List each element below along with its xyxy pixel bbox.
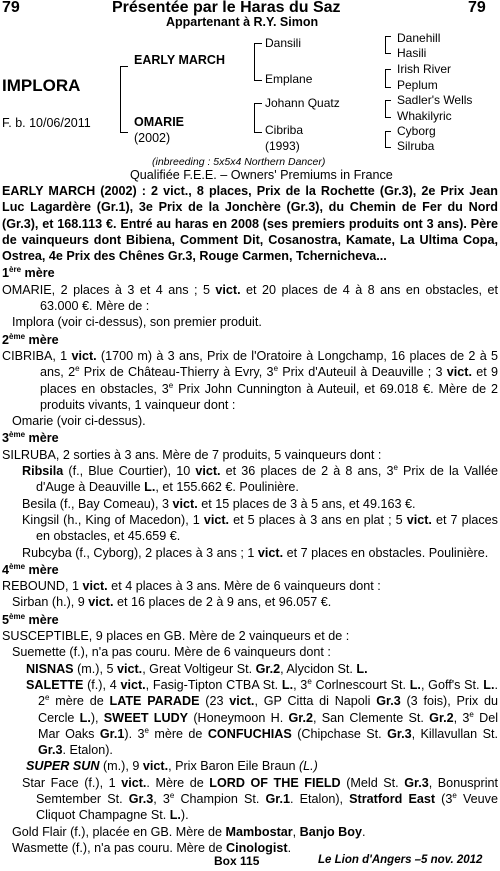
dam-dam: Cibriba	[265, 123, 304, 137]
sire-dam: Emplane	[265, 72, 313, 86]
horse-name: IMPLORA	[2, 76, 81, 95]
pedigree-bracket-ds	[385, 100, 391, 118]
ribsila-entry: Ribsila (f., Blue Courtier), 10 vict. et 36 places de 2 à 8 ans, 3e Prix de la Vallée d'Auge à Deauville L., et 155.662 €. Poulinière.	[22, 462, 498, 495]
inbreeding-note: (inbreeding : 5x5x4 Northern Dancer)	[152, 156, 326, 168]
salette-entry: SALETTE (f.), 4 vict., Fasig-Tipton CTBA St. L., 3e Corlnescourt St. L., Goff's St. L.. 2e mère de LATE PARADE (23 vict., GP Citta di Napoli Gr.3 (3 fois), Prix du Cercle L.), SWEET LUDY (Honeymoon H. Gr.2, San Clemente St. Gr.2, 3e Del Mar Oaks Gr.1). 3e mère de CONFUCHIAS (Chipchase St. Gr.3, Killavullan St. Gr.3. Etalon).	[26, 676, 499, 758]
pedigree-bracket-gen1	[120, 66, 128, 133]
sire-name: EARLY MARCH	[134, 53, 225, 67]
sirban-entry: Sirban (h.), 9 vict. et 16 places de 2 à 9 ans, et 96.057 €.	[12, 595, 332, 610]
ped-dds: Cyborg	[397, 124, 436, 138]
ped-sds: Irish River	[397, 62, 452, 76]
sale-info: Le Lion d'Angers –5 nov. 2012	[318, 854, 483, 866]
pedigree-bracket-dam	[254, 103, 262, 133]
dam-sire: Johann Quatz	[265, 96, 340, 110]
implora-entry: Implora (voir ci-dessus), son premier produit.	[12, 315, 262, 330]
pedigree-bracket-sire	[254, 43, 262, 81]
owner-line: Appartenant à R.Y. Simon	[166, 15, 319, 29]
omarie-ref-entry: Omarie (voir ci-dessus).	[12, 414, 146, 429]
nisnas-entry: NISNAS (m.), 5 vict., Great Voltigeur St. Gr.2, Alycidon St. L.	[26, 661, 368, 676]
suemette-entry: Suemette (f.), n'a pas couru. Mère de 6 vainqueurs dont :	[12, 645, 331, 660]
ped-dsd: Whakilyric	[397, 109, 452, 123]
section-3eme-mere: 3ème mère	[2, 430, 59, 446]
lot-number-right: 79	[468, 0, 486, 16]
besila-entry: Besila (f., Bay Comeau), 3 vict. et 15 places de 3 à 5 ans, et 49.163 €.	[22, 496, 416, 511]
page-title: Présentée par le Haras du Saz	[112, 0, 341, 16]
lot-number-left: 79	[2, 0, 20, 16]
ped-dss: Sadler's Wells	[397, 93, 473, 107]
dam-name: OMARIE	[134, 115, 184, 129]
sire-sire: Dansili	[265, 36, 302, 50]
section-1ere-mere: 1ère mère	[2, 265, 55, 281]
kingsil-entry: Kingsil (h., King of Macedon), 1 vict. et 5 places à 3 ans en plat ; 5 vict. et 7 places en obstacles, et 45.659 €.	[22, 512, 498, 544]
qualification-line: Qualifiée F.E.E. – Owners' Premiums in France	[130, 168, 393, 182]
wasmette-entry: Wasmette (f.), n'a pas couru. Mère de Cinologist.	[12, 840, 292, 855]
horse-info: F. b. 10/06/2011	[2, 116, 91, 130]
ped-ddd: Silruba	[397, 139, 435, 153]
sire-paragraph: EARLY MARCH (2002) : 2 vict., 8 places, Prix de la Rochette (Gr.3), 2e Prix Jean Luc Lagardère (Gr.1), 3e Prix de la Jonchère (Gr.3), du Chemin de Fer du Nord (Gr.3), et 168.113 €. Entré au haras en 2008 (ses premiers produits ont 3 ans). Père de vainqueurs dont Bibiena, Comment Dit, Cosanostra, Kamate, La Ultima Copa, Ostrea, 4e Prix des Chênes Gr.3, Rouge Carmen, Tchernicheva...	[2, 184, 498, 264]
super-sun-entry: SUPER SUN (m.), 9 vict., Prix Baron Eile Braun (L.)	[26, 759, 318, 774]
section-2eme-mere: 2ème mère	[2, 331, 59, 347]
star-face-entry: Star Face (f.), 1 vict.. Mère de LORD OF THE FIELD (Meld St. Gr.3, Bonusprint Semtember St. Gr.3, 3e Champion St. Gr.1. Etalon), Stratford East (3e Veuve Cliquot Champagne St. L.).	[22, 775, 498, 823]
dam-year: (2002)	[134, 131, 171, 145]
rebound-entry: REBOUND, 1 vict. et 4 places à 3 ans. Mère de 6 vainqueurs dont :	[2, 579, 381, 594]
section-5eme-mere: 5ème mère	[2, 611, 59, 627]
ped-sdd: Peplum	[397, 78, 438, 92]
ped-sss: Danehill	[397, 31, 441, 45]
rubcyba-entry: Rubcyba (f., Cyborg), 2 places à 3 ans ; 1 vict. et 7 places en obstacles. Poulinière.	[22, 545, 489, 560]
dam-dam-year: (1993)	[265, 139, 300, 153]
silruba-entry: SILRUBA, 2 sorties à 3 ans. Mère de 7 produits, 5 vainqueurs dont :	[2, 447, 382, 462]
pedigree-body	[2, 183, 498, 856]
pedigree-bracket-ss	[385, 36, 391, 54]
ped-ssd: Hasili	[397, 46, 427, 60]
section-4eme-mere: 4ème mère	[2, 561, 59, 577]
omarie-entry: OMARIE, 2 places à 3 et 4 ans ; 5 vict. et 20 places de 4 à 8 ans en obstacles, et 63.000 €. Mère de :	[2, 282, 498, 314]
cibriba-entry: CIBRIBA, 1 vict. (1700 m) à 3 ans, Prix de l'Oratoire à Longchamp, 16 places de 2 à 5 ans, 2e Prix de Château-Thierry à Evry, 3e Prix d'Auteuil à Deauville ; 3 vict. et 9 places en obstacles, 3e Prix John Cunnington à Auteuil, et 69.018 €. Mère de 2 produits vivants, 1 vainqueur dont :	[2, 348, 498, 412]
gold-flair-entry: Gold Flair (f.), placée en GB. Mère de Mambostar, Banjo Boy.	[12, 824, 366, 839]
susceptible-entry: SUSCEPTIBLE, 9 places en GB. Mère de 2 vainqueurs et de :	[2, 629, 350, 644]
box-number: Box 115	[214, 854, 260, 868]
pedigree-bracket-sd	[385, 69, 391, 88]
pedigree-bracket-dd	[385, 131, 391, 148]
